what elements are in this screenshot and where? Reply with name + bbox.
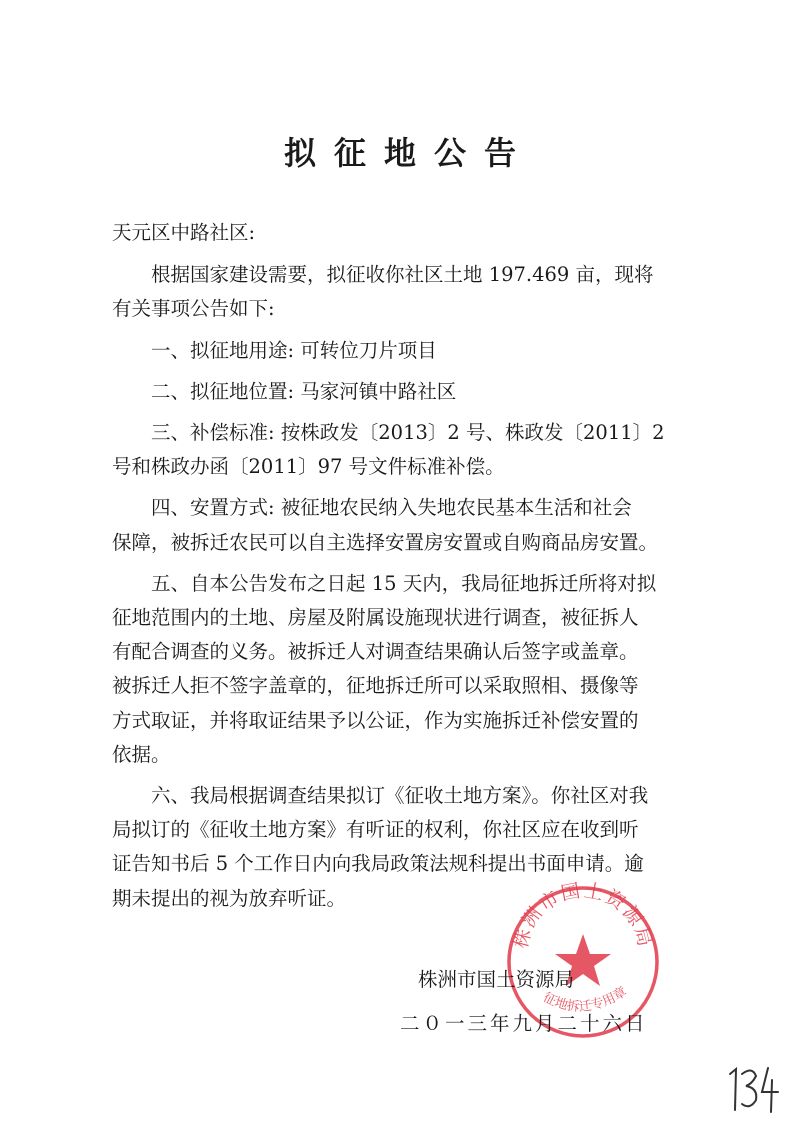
item-line: 六、我局根据调查结果拟订《征收土地方案》。你社区对我 [151,784,649,808]
intro-line: 有关事项公告如下: [112,297,275,321]
item-line: 保障，被拆迁农民可以自主选择安置房安置或自购商品房安置。 [112,530,659,554]
addressee: 天元区中路社区: [112,221,256,244]
item-line: 被拆迁人拒不签字盖章的，征地拆迁所可以采取照相、摄像等 [112,674,639,698]
item-paragraph-3 [112,416,702,484]
handwritten-page-number [722,1060,782,1115]
document-title: 拟征地公告 [283,134,534,172]
item-line: 一、拟征地用途: 可转位刀片项目 [151,338,437,362]
item-paragraph-4 [112,491,702,559]
item-line: 五、自本公告发布之日起 15 天内，我局征地拆迁所将对拟 [151,571,657,595]
item-line: 三、补偿标准: 按株政发〔2013〕2 号、株政发〔2011〕2 [151,421,665,445]
item-line: 局拟订的《征收土地方案》有听证的权利，你社区应在收到听 [112,818,639,842]
item-line: 号和株政办函〔2011〕97 号文件标准补偿。 [112,455,505,479]
seal-text: 株洲市国土资源局 [509,882,657,951]
item-line: 征地范围内的土地、房屋及附属设施现状进行调查，被征拆人 [112,606,639,630]
item-line: 有配合调查的义务。被拆迁人对调查结果确认后签字或盖章。 [112,640,639,664]
item-line: 证告知书后 5 个工作日内向我局政策法规科提出书面申请。逾 [112,852,644,876]
intro-line: 根据国家建设需要，拟征收你社区土地 197.469 亩，现将 [151,263,654,287]
signature-org: 株洲市国土资源局 [418,968,575,991]
signature-date: 二０一三年九月二十六日 [400,1012,648,1035]
item-paragraph-5 [112,567,702,772]
item-line: 期未提出的视为放弃听证。 [112,886,347,910]
item-line: 四、安置方式: 被征地农民纳入失地农民基本生活和社会 [151,496,632,520]
item-line: 依据。 [112,742,171,766]
item-line: 方式取证，并将取证结果予以公证，作为实施拆迁补偿安置的 [112,708,639,732]
document-body [112,216,702,916]
intro-paragraph [112,258,702,326]
item-line: 二、拟征地位置: 马家河镇中路社区 [151,379,457,403]
seal-bottom-text: 征地拆迁专用章 [540,984,630,1015]
item-paragraph-1 [112,334,702,368]
item-paragraph-2 [112,375,702,409]
signature-block [400,958,660,1046]
